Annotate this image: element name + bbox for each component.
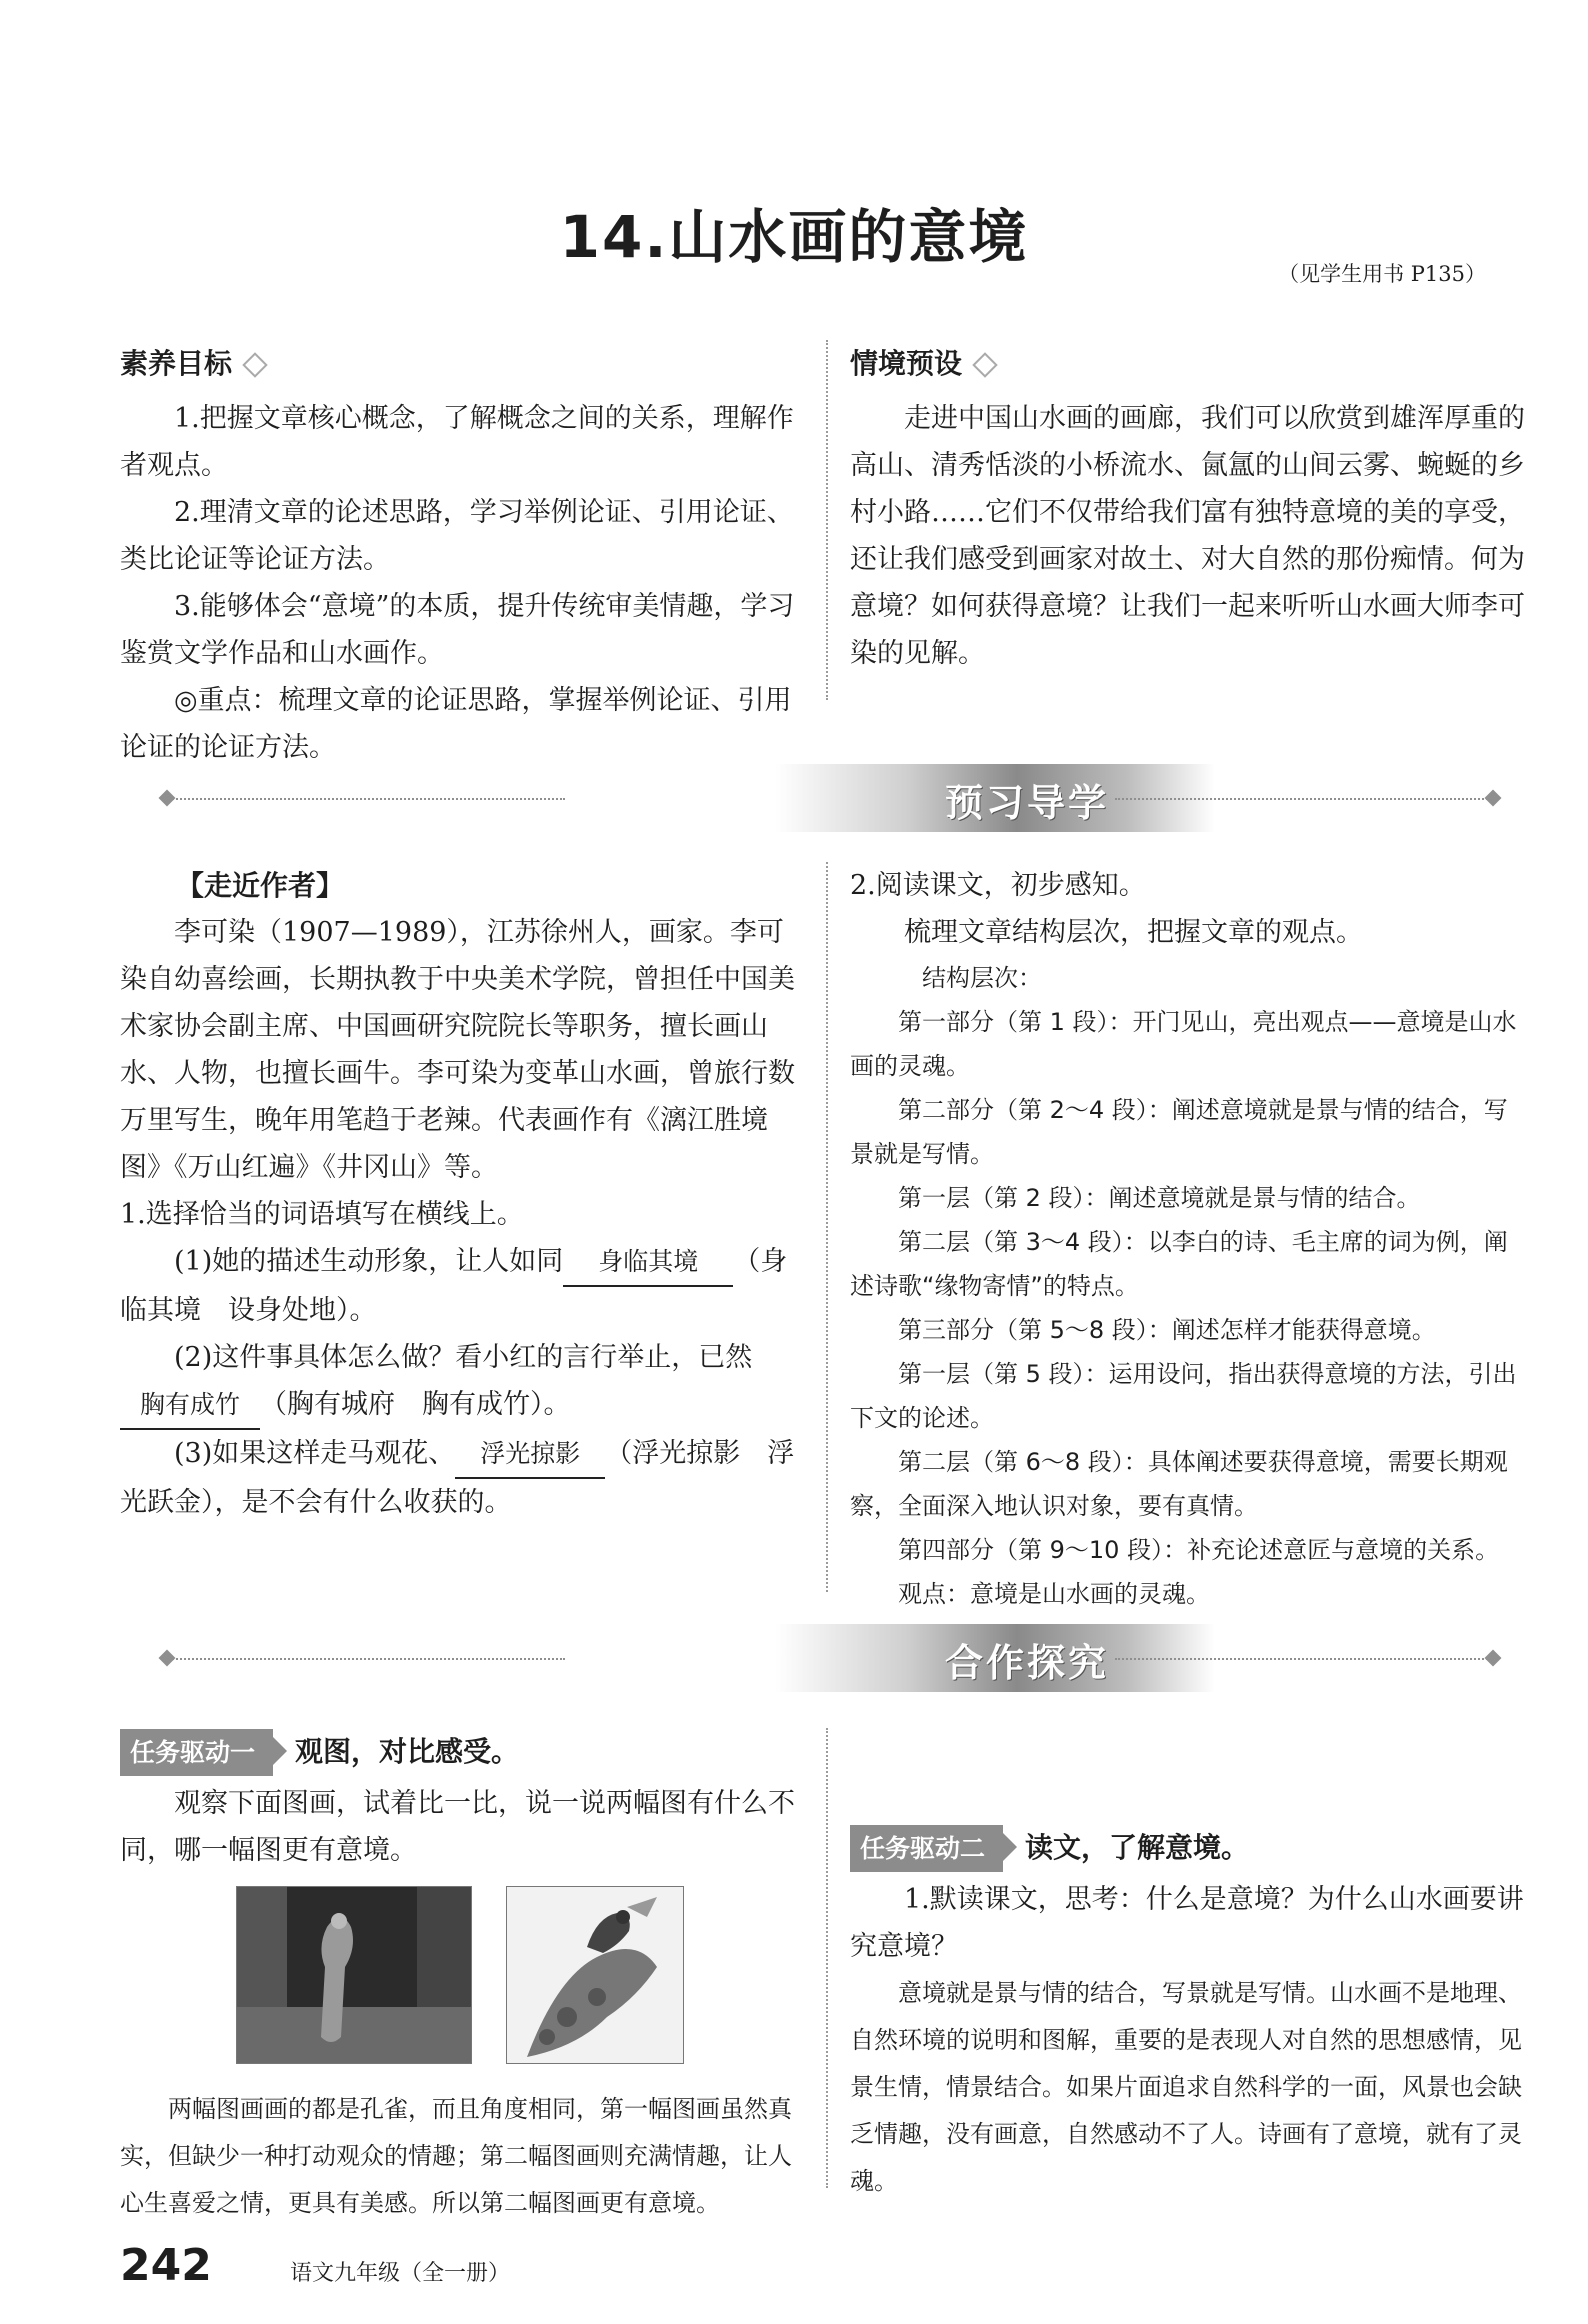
task1-section: [120, 1728, 808, 2227]
page-title: 14.山水画的意境: [559, 203, 1029, 271]
section-title: 预习导学: [945, 781, 1110, 825]
goal-item: 2.理清文章的论述思路，学习举例论证、引用论证、类比论证等论证方法。: [120, 497, 794, 575]
section-title: 合作探究: [945, 1641, 1110, 1685]
student-book-reference: （见学生用书 P135）: [1278, 262, 1486, 286]
task2-section: [850, 1728, 1530, 2205]
peacock-painting: [506, 1886, 684, 2064]
goal-key-point: ◎重点：梳理文章的论证思路，掌握举例论证、引用论证的论证方法。: [120, 685, 792, 763]
structure-line: 第一部分（第 1 段）：开门见山，亮出观点——意境是山水画的灵魂。: [850, 1008, 1517, 1080]
q1-prompt: 1.选择恰当的词语填写在横线上。: [120, 1199, 524, 1230]
answer-blank: 胸有成竹: [120, 1381, 260, 1430]
q1-sentence-3: (3)如果这样走马观花、 浮光掠影 （浮光掠影 浮光跃金），是不会有什么收获的。: [120, 1430, 808, 1526]
column-divider: [826, 1728, 828, 2188]
goal-item: 1.把握文章核心概念，了解概念之间的关系，理解作者观点。: [120, 403, 794, 481]
structure-answer: [850, 956, 1530, 1616]
preview-right-column: [850, 862, 1530, 1616]
structure-line: 第三部分（第 5～8 段）：阐述怎样才能获得意境。: [898, 1316, 1436, 1344]
answer-blank: 身临其境: [563, 1238, 733, 1287]
structure-line: 第二层（第 3～4 段）：以李白的诗、毛主席的词为例，阐述诗歌“缘物寄情”的特点。: [850, 1228, 1508, 1300]
column-divider: [826, 340, 828, 700]
structure-line: 第二部分（第 2～4 段）：阐述意境就是景与情的结合，写景就是写情。: [850, 1096, 1508, 1168]
q1-sentence-1: (1)她的描述生动形象，让人如同 身临其境 （身临其境 设身处地）。: [120, 1238, 808, 1334]
author-heading: 【走近作者】: [176, 869, 345, 902]
structure-line: 第一层（第 2 段）：阐述意境就是景与情的结合。: [898, 1184, 1421, 1212]
column-divider: [826, 862, 828, 1592]
q2-sub: 梳理文章结构层次，把握文章的观点。: [904, 917, 1363, 948]
task-title: 读文，了解意境。: [1025, 1831, 1250, 1864]
structure-line: 第二层（第 6～8 段）：具体阐述要获得意境，需要长期观察，全面深入地认识对象，要有真情。: [850, 1448, 1508, 1520]
task1-text: 观察下面图画，试着比一比，说一说两幅图有什么不同，哪一幅图更有意境。: [120, 1788, 795, 1866]
answer-blank: 浮光掠影: [455, 1430, 605, 1479]
task-tag: 任务驱动二: [850, 1825, 1003, 1872]
author-text: 李可染（1907—1989），江苏徐州人，画家。李可染自幼喜绘画，长期执教于中央美术学院，曾担任中国美术家协会副主席、中国画研究院院长等职务，擅长画山水、人物，也擅长画牛。李可染为变革山水画，曾旅行数万里写生，晚年用笔趋于老辣。代表画作有《漓江胜境图》《万山红遍》《井冈山》等。: [120, 917, 795, 1183]
diamond-icon: [242, 352, 267, 377]
task2-question: 1.默读课文，思考：什么是意境？为什么山水画要讲究意境？: [850, 1884, 1524, 1962]
scenario-text: 走进中国山水画的画廊，我们可以欣赏到雄浑厚重的高山、清秀恬淡的小桥流水、氤氲的山间云雾、蜿蜒的乡村小路……它们不仅带给我们富有独特意境的美的享受，还让我们感受到画家对故土、对大自然的那份痴情。何为意境？如何获得意境？让我们一起来听听山水画大师李可染的见解。: [850, 403, 1525, 669]
task-title: 观图，对比感受。: [295, 1735, 520, 1768]
scenario-heading: 情境预设: [850, 340, 1530, 387]
structure-line: 第一层（第 5 段）：运用设问，指出获得意境的方法，引出下文的论述。: [850, 1360, 1517, 1432]
structure-line: 观点：意境是山水画的灵魂。: [898, 1580, 1210, 1608]
book-title: 语文九年级（全一册）: [290, 2261, 511, 2286]
diamond-icon: [972, 352, 997, 377]
structure-line: 第四部分（第 9～10 段）：补充论述意匠与意境的关系。: [898, 1536, 1500, 1564]
peacock-images: [120, 1886, 808, 2076]
goals-heading: 素养目标: [120, 340, 808, 387]
section-banner-preview: [165, 760, 1495, 840]
task1-answer: 两幅图画画的都是孔雀，而且角度相同，第一幅图画虽然真实，但缺少一种打动观众的情趣；第二幅图画则充满情趣，让人心生喜爱之情，更具有美感。所以第二幅图画更有意境。: [120, 2095, 792, 2217]
structure-line: 结构层次：: [922, 964, 1042, 992]
section-banner-cooperation: [165, 1620, 1495, 1700]
task1-header: [120, 1728, 808, 1776]
scenario-section: [850, 340, 1530, 677]
page-number: 242: [120, 2240, 212, 2291]
q1-sentence-2: (2)这件事具体怎么做？看小红的言行举止，已然胸有成竹 （胸有城府 胸有成竹）。: [120, 1334, 808, 1430]
peacock-photo: [236, 1886, 472, 2064]
q2-prompt: 2.阅读课文，初步感知。: [850, 870, 1146, 901]
preview-left-column: [120, 862, 808, 1526]
task2-answer: 意境就是景与情的结合，写景就是写情。山水画不是地理、自然环境的说明和图解，重要的是表现人对自然的思想感情，见景生情，情景结合。如果片面追求自然科学的一面，风景也会缺乏情趣，没有画意，自然感动不了人。诗画有了意境，就有了灵魂。: [850, 1979, 1522, 2195]
goal-item: 3.能够体会“意境”的本质，提升传统审美情趣，学习鉴赏文学作品和山水画作。: [120, 591, 795, 669]
goals-section: [120, 340, 808, 771]
task-tag: 任务驱动一: [120, 1729, 273, 1776]
task2-header: [850, 1824, 1530, 1872]
